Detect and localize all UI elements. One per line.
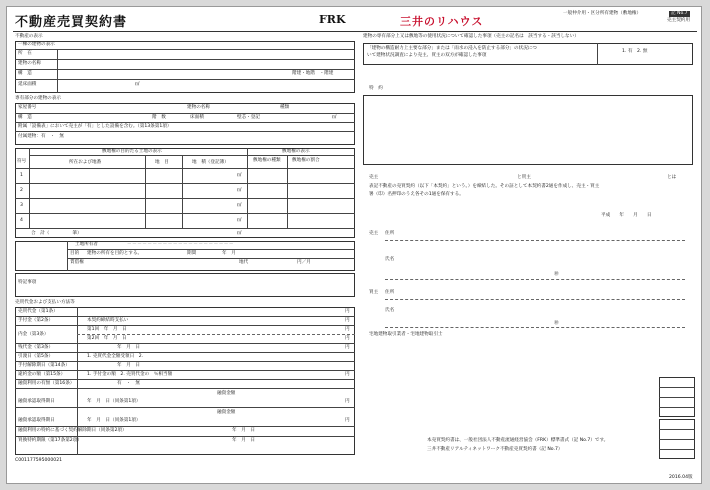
status-text-2: いて建物状況調査により売主、買主の双方が確認した事項 [367, 53, 487, 58]
col-loc: 所在および地番 [69, 160, 102, 165]
pay-label-13: 買換特約期限（第17条第2項） [18, 438, 82, 443]
status-value: 1. 有 2. 無 [622, 49, 648, 54]
period-value: 年 月 [222, 251, 236, 256]
footer-note-1: 本売買契約書は、一般社団法人不動産流通経営協会（FRK）標準書式（記 No.7）です。 [427, 438, 609, 443]
pay-val-11: 年 月 日（同条第1項） [87, 418, 141, 423]
pay-val-13: 年 月 日 [232, 438, 255, 443]
section-property: 不動産の表示 [15, 34, 43, 39]
col-no: 符号 [17, 159, 27, 164]
row-unit-2: ㎡ [237, 188, 242, 193]
row-unit-1: ㎡ [237, 173, 242, 178]
period-label: 期間 [187, 251, 197, 256]
pay-label-8: 違約金の額（第15条） [18, 372, 66, 377]
note-row: 附属「設備表」において売主が「有」とした設備を含む。（第13条第1項） [18, 124, 172, 129]
form-badge: 記 No.7 [671, 11, 688, 16]
right-note: 建物の所有を目的とする。 [87, 251, 143, 256]
land-section-label: 敷地権の目的たる土地の表示 [102, 149, 162, 154]
pay-val-10: 年 月 日（同条第1項） [87, 399, 141, 404]
pay-label-7: 手付解除期日（第14条） [18, 363, 70, 368]
bldg-name2-label: 建物の名称 [187, 105, 210, 110]
and-word: とは [667, 175, 677, 180]
row-no-3: 3 [20, 203, 23, 208]
location-label: 所 在 [18, 51, 32, 56]
pay-val-3: 第1回 年 月 日 [87, 327, 127, 332]
yen-2: 円 [345, 318, 350, 323]
row-no-2: 2 [20, 188, 23, 193]
yen-4: 円 [345, 336, 350, 341]
section-exclusive: 専有部分の建物の表示 [15, 96, 61, 101]
pay-val-5: 年 月 日 [117, 345, 140, 350]
structure-label: 構 造 [18, 71, 32, 76]
pay-label-3: 内金（第3条） [18, 332, 49, 337]
lender-2: 融資金額 [217, 410, 236, 415]
col-ratio: 敷地権の割合 [292, 158, 320, 163]
building-whole-label: 一棟の建物の表示 [18, 42, 55, 47]
rent-label: 地代 [239, 260, 249, 265]
pay-val-1: 円 [345, 309, 350, 314]
seller-word: 売主 [369, 175, 379, 180]
pay-label-2: 手付金（第2条） [18, 318, 54, 323]
broker-label: 宅地建物取引業者・宅地建物取引士 [369, 332, 443, 337]
col-kind: 敷地権の種類 [253, 158, 281, 163]
col-area: 地 積（登記簿） [192, 160, 229, 165]
pay-label-9: 融資利用の有無（第16条） [18, 381, 75, 386]
col-cat: 地 目 [155, 160, 169, 165]
seller-address-label: 住所 [385, 231, 395, 236]
floor-label: 階 数 [152, 115, 166, 120]
pay-label-1: 売買代金（第1条） [18, 309, 58, 314]
pay-val-12: 年 月 日 [232, 428, 255, 433]
pay-label-10: 融資承認取得期日 [18, 399, 55, 404]
yen-10: 円 [345, 399, 350, 404]
floor-area-label: 延床面積 [18, 82, 37, 87]
pay-val-8: 1. 手付金の額 2. 売買代金の ％相当額 [87, 372, 173, 377]
type-label: 種類 [280, 105, 290, 110]
footer-date: 2016.04版 [669, 475, 693, 480]
mitsui-logo: 三井のリハウス [400, 15, 484, 28]
pay-val-2: 本契約締結時支払い [87, 318, 129, 323]
yen-11: 円 [345, 418, 350, 423]
yen-8: 円 [345, 372, 350, 377]
row-unit-3: ㎡ [237, 203, 242, 208]
buyer-label: 買主 [369, 290, 379, 295]
land-right-label: 土地所有者 [75, 242, 98, 247]
status-head: 建物の専有部分上又は敷地等の使用状況について確認した事項（売主の記名は 該当する・該当しない） [363, 34, 579, 39]
area-label: 床面積 [190, 115, 204, 120]
frk-logo: FRK [319, 13, 346, 26]
form-subtitle: 売主契約用 [667, 18, 690, 23]
pay-label-11: 融資承認取得期日 [18, 418, 55, 423]
footer-code: C001177595000021 [15, 458, 63, 463]
header-rule [13, 31, 697, 32]
rent-value: 円／月 [297, 260, 311, 265]
row-unit-4: ㎡ [237, 218, 242, 223]
pay-val-7: 年 月 日 [117, 363, 140, 368]
struct2-label: 構 造 [18, 115, 32, 120]
pay-val-6: 1. 売買代金全額受領日 2. [87, 354, 144, 359]
pay-label-12: 融資利用の特約に基づく契約解除期日（同条第2項） [18, 428, 127, 433]
seller-label: 売主 [369, 231, 379, 236]
pay-label-5: 残代金（第3条） [18, 345, 54, 350]
footer-note-2: 三井不動産リアルティネットワーク不動産売買契約書（記 No.7） [427, 447, 563, 452]
row-no-1: 1 [20, 173, 23, 178]
floors-text: 階建・地階 ・階建 [292, 71, 334, 76]
floor-area-unit: ㎡ [135, 82, 140, 87]
status-text-1: 「建物の構造耐力上主要な部分」または「雨水の浸入を防止する部分」の状況につ [367, 46, 537, 51]
area-unit: ㎡ [332, 115, 337, 120]
special-terms-label: 特 約 [369, 86, 383, 91]
yen-5: 円 [345, 345, 350, 350]
area-type: 壁芯・登記 [237, 115, 260, 120]
total-unit: ㎡ [237, 231, 242, 236]
use-label: 目的 [70, 251, 80, 256]
building-name-label: 建物の名称 [18, 61, 41, 66]
row-no-4: 4 [20, 218, 23, 223]
special-label: 特記事項 [18, 280, 37, 285]
total-label: 合 計（ 筆） [31, 231, 82, 236]
pay-val-9: 有 ・ 無 [117, 381, 140, 386]
house-no-label: 家屋番号 [18, 105, 37, 110]
buyer-word: と買主 [517, 175, 531, 180]
pay-label-6: 引渡日（第5条） [18, 354, 54, 359]
contract-sheet: 不動産売買契約書 FRK 三井のリハウス 一般仲介用・区分所有建物（敷地権） 記 No.7 売主契約用 不動産の表示 一棟の建物の表示 所 在 建物の名称 構 造 階建・地階 ・階建 延床面積 ㎡ 専有部分の建物の表示 家屋番号 建物の名称 種類 構 造 階 数 床面積 壁芯・登記 ㎡ 附属「設備表」において売主が「有」とした設備を含む。（第13条第1項） 付属建物：有 ・ 無 敷地権の目的たる土地の表示 敷地権の表示 符号 所在および地番 地 目 地 積（登記簿） 敷地権の種類 敷地権の割合 1 ㎡ 2 ㎡ 3 ㎡ 4 ㎡ 合 計（ 筆） ㎡ 土地所有者 －－－－－－－－－－－－－－－－－－－－－ 目的 建物の所有を目的とする。 期間 年 月 賃借権 地代 円／月 特記事項 売買代金および支払い方法等 売買代金（第1条） 円 手付金（第2条） 本契約締結時支払い 円 内金（第3条） 第1回 年 月 日 円 第2回 年 月 日 円 残代金（第3条） 年 月 日 円 引渡日（第5条） 1. 売買代金全額受領日 2. 手付解除期日（第14条） 年 月 日 違約金の額（第15条） 1. 手付金の額 2. 売買代金の ％相当額 円 融資利用の有無（第16条） 有 ・ 無 融資承認取得期日 年 月 日（同条第1項） 融資金額 円 融資承認取得期日 年 月 日（同条第1項） 融資金額 円 融資利用の特約に基づく契約解除期日（同条第2項） 年 月 日 買換特約期限（第17条第2項） 年 月 日 C001177595000021 建物の専有部分上又は敷地等の使用状況について確認した事項（売主の記名は 該当する・該当しない） 「建物の構造耐力上主要な部分」または「雨水の浸入を防止する部分」の状況につ いて建物状況調査により売主、買主の双方が確認した事項 1. 有 2. 無 特 約 売主 と買主 とは 表記不動産の売買契約（以下「本契約」という。）を締結した。その証として本契約書2通を作成し、売主・買主 署（印）名押印のうえ各その1通を保有する。 平成 年 月 日 売主 住所 氏名 ㊞ 買主 住所 氏名 ㊞ 宅地建物取引業者・宅地建物取引士 本売買契約書は、一般社団法人不動産流通経営協会（FRK）標準書式（記 No.7）です。 三井不動産リアルティネットワーク不動産売買契約書（記 No.7） 2016.04版 [6, 6, 702, 484]
seller-seal: ㊞ [554, 272, 559, 277]
special-box [15, 273, 355, 297]
lease-label: 賃借権 [70, 260, 84, 265]
buyer-address-label: 住所 [385, 290, 395, 295]
land-title-label: 敷地権の表示 [282, 149, 310, 154]
lender-1: 融資金額 [217, 391, 236, 396]
buyer-seal: ㊞ [554, 321, 559, 326]
doc-category: 一般仲介用・区分所有建物（敷地権） [563, 11, 642, 16]
page-title: 不動産売買契約書 [15, 15, 128, 30]
contract-text-2: 署（印）名押印のうえ各その1通を保有する。 [369, 192, 464, 197]
ancillary-text: 付属建物：有 ・ 無 [18, 134, 64, 139]
pay-val-4: 第2回 年 月 日 [87, 336, 127, 341]
seller-name-label: 氏名 [385, 257, 395, 262]
yen-3: 円 [345, 327, 350, 332]
special-terms-box[interactable] [363, 95, 693, 165]
payment-section: 売買代金および支払い方法等 [15, 300, 75, 305]
buyer-name-label: 氏名 [385, 308, 395, 313]
contract-date: 平成 年 月 日 [601, 213, 652, 218]
contract-text-1: 表記不動産の売買契約（以下「本契約」という。）を締結した。その証として本契約書2通を作成し、売主・買主 [369, 184, 600, 189]
